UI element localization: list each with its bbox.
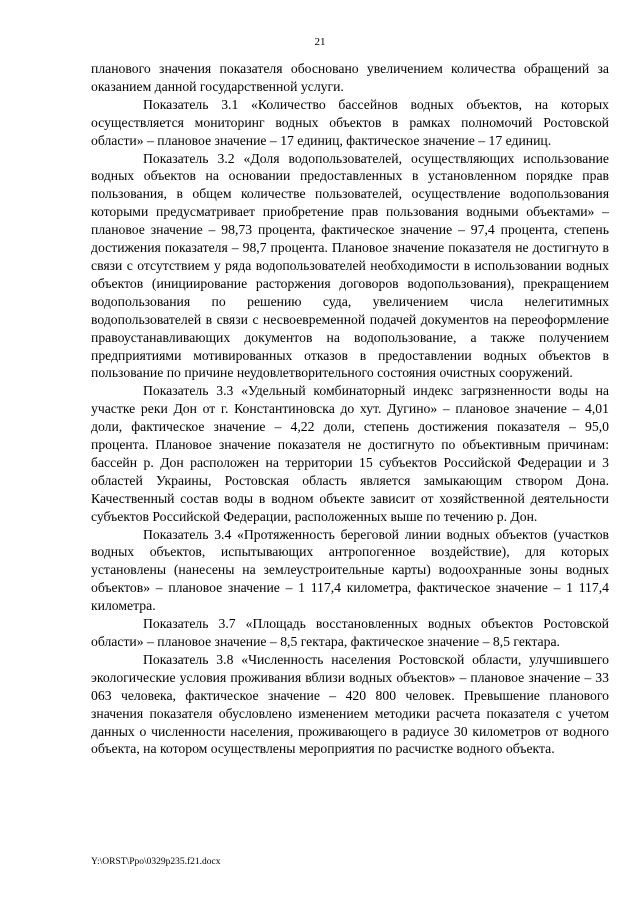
footer-file-path: Y:\ORST\Ppo\0329p235.f21.docx xyxy=(91,857,221,867)
document-body xyxy=(91,60,609,758)
paragraph-indicator-3-2: Показатель 3.2 «Доля водопользователей, осуществляющих использование водных объектов на основании предоставленных в установленном порядке прав пользования, в общем количестве пользователей, осуществление водопользования которыми предусматривает приобретение прав пользования водными объектами» – плановое значение – 98,73 процента, фактическое значение – 97,4 процента, степень достижения показателя – 98,7 процента. Плановое значение показателя не достигнуто в связи с отсутствием у ряда водопользователей необходимости в использовании водных объектов (инициирование расторжения договоров водопользования), прекращением водопользования по решению суда, увеличением числа нелегитимных водопользователей в связи с несвоевременной подачей документов на переоформление правоустанавливающих документов на водопользование, а также получением предприятиями мотивированных отказов в предоставлении водных объектов в пользование по причине неудовлетворительного состояния очистных сооружений. xyxy=(91,150,609,381)
paragraph-indicator-3-7: Показатель 3.7 «Площадь восстановленных водных объектов Ростовской области» – плановое значение – 8,5 гектара, фактическое значение – 8,5 гектара. xyxy=(91,616,609,649)
page-number: 21 xyxy=(314,36,326,48)
paragraph-indicator-3-3: Показатель 3.3 «Удельный комбинаторный индекс загрязненности воды на участке реки Дон от г. Константиновска до хут. Дугино» – плановое значение – 4,01 доли, фактическое значение – 4,22 доли, степень достижения показателя – 95,0 процента. Плановое значение показателя не достигнуто по объективным причинам: бассейн р. Дон расположен на территории 15 субъектов Российской Федерации и 3 областей Украины, Ростовская область является замыкающим створом Дона. Качественный состав воды в водном объекте зависит от хозяйственной деятельности субъектов Российской Федерации, расположенных выше по течению р. Дон. xyxy=(91,383,609,524)
paragraph-indicator-3-8: Показатель 3.8 «Численность населения Ростовской области, улучшившего экологические условия проживания вблизи водных объектов» – плановое значение – 33 063 человека, фактическое значение – 420 800 человек. Превышение планового значения показателя обусловлено изменением методики расчета показателя с учетом данных о численности населения, проживающего в радиусе 30 километров от водного объекта, на котором осуществлены мероприятия по расчистке водного объекта. xyxy=(91,651,609,757)
paragraph-indicator-3-1: Показатель 3.1 «Количество бассейнов водных объектов, на которых осуществляется мониторинг водных объектов в рамках полномочий Ростовской области» – плановое значение – 17 единиц, фактическое значение – 17 единиц. xyxy=(91,96,609,148)
paragraph-indicator-3-4: Показатель 3.4 «Протяженность береговой линии водных объектов (участков водных объектов, испытывающих антропогенное воздействие), для которых установлены (нанесены на землеустроительные карты) водоохранные зоны водных объектов» – плановое значение – 1 117,4 километра, фактическое значение – 1 117,4 километра. xyxy=(91,526,609,614)
paragraph-continuation: планового значения показателя обосновано увеличением количества обращений за оказанием данной государственной услуги. xyxy=(91,61,609,94)
